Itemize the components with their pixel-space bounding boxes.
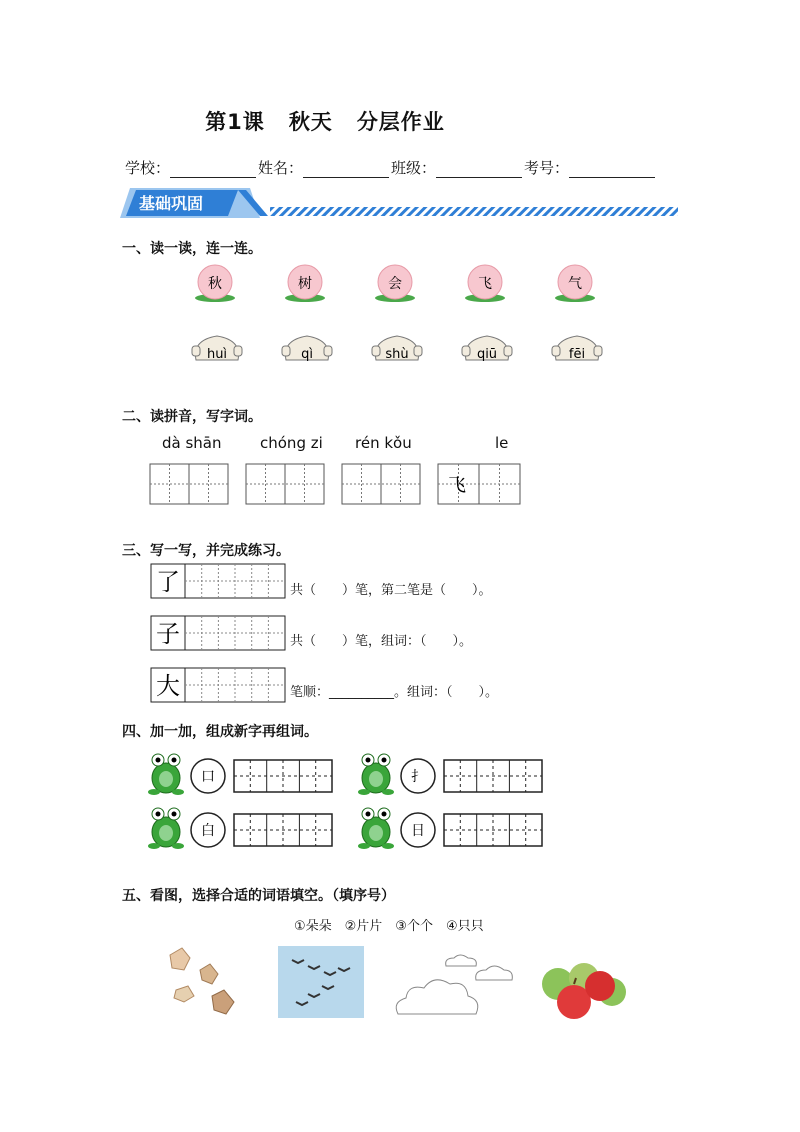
question-1-title: 一、读一读，连一连。: [122, 241, 262, 257]
class-blank[interactable]: [436, 163, 522, 178]
combine-item[interactable]: [358, 808, 542, 849]
part-char: 口: [201, 769, 215, 785]
question-5-title: 五、看图，选择合适的词语填空。（填序号）: [122, 888, 395, 904]
page-title: [0, 106, 650, 136]
peach-item[interactable]: [285, 265, 325, 302]
mushroom-pinyin: shù: [385, 347, 409, 362]
peach-item[interactable]: [465, 265, 505, 302]
frog-icon: [358, 808, 394, 849]
frog-icon: [148, 808, 184, 849]
q5-pictures: [160, 940, 660, 1030]
combine-item[interactable]: [358, 754, 542, 795]
model-char: 子: [156, 620, 180, 648]
geese-picture: [278, 946, 364, 1018]
peach-item[interactable]: [555, 265, 595, 302]
mushroom-item[interactable]: [372, 336, 422, 362]
falling-leaves-picture: [170, 948, 234, 1014]
part-char: 白: [201, 823, 215, 839]
part-char: 日: [411, 823, 425, 839]
model-char: 大: [156, 672, 180, 700]
lesson-topic: 秋天: [288, 110, 333, 134]
q4-combine-area: [148, 748, 548, 858]
exam-number-label: 考号：: [524, 159, 570, 177]
q3-row-2-text: 共（ ）笔，组词：（ ）。: [290, 634, 473, 649]
word-options: ①朵朵 ②片片 ③个个 ④只只: [294, 919, 484, 934]
prefilled-char: 飞: [448, 475, 466, 496]
q3-row-1-text: 共（ ）笔，第二笔是（ ）。: [290, 583, 492, 598]
pinyin-3: rén kǒu: [355, 434, 412, 452]
student-info-line: [125, 157, 657, 178]
writing-grid[interactable]: [342, 464, 420, 504]
q3-stroke-grids: [150, 562, 290, 704]
part-char: 扌: [411, 769, 425, 785]
banner-label: 基础巩固: [139, 194, 204, 213]
mushroom-item[interactable]: [552, 336, 602, 362]
stroke-grid-row[interactable]: [151, 668, 285, 702]
section-banner: [120, 188, 682, 224]
pinyin-4: le: [495, 434, 509, 452]
mushroom-row: [192, 336, 602, 362]
clouds-picture: [396, 955, 512, 1014]
combine-item[interactable]: [148, 754, 332, 795]
mushroom-pinyin: fēi: [568, 347, 586, 362]
lesson-work: 分层作业: [356, 110, 445, 134]
q3-row-3-text: 笔顺：__________。组词：（ ）。: [290, 685, 499, 700]
stroke-grid-row[interactable]: [151, 616, 285, 650]
peach-item[interactable]: [195, 265, 235, 302]
stroke-grid-row[interactable]: [151, 564, 285, 598]
peach-char: 气: [568, 276, 582, 292]
exam-number-blank[interactable]: [569, 163, 655, 178]
class-label: 班级：: [391, 159, 437, 177]
writing-grid[interactable]: [438, 464, 520, 504]
frog-icon: [358, 754, 394, 795]
pinyin-1: dà shān: [162, 434, 222, 452]
apples-picture: [542, 963, 626, 1019]
peach-char: 秋: [208, 276, 222, 292]
school-blank[interactable]: [170, 163, 256, 178]
mushroom-pinyin: huì: [206, 347, 228, 362]
question-2-title: 二、读拼音，写字词。: [122, 409, 262, 425]
combine-item[interactable]: [148, 808, 332, 849]
q1-matching-area: [180, 260, 620, 380]
peach-char: 飞: [478, 276, 492, 292]
lesson-number: 第1课: [205, 110, 265, 134]
writing-grid[interactable]: [150, 464, 228, 504]
question-3-title: 三、写一写，并完成练习。: [122, 543, 290, 559]
mushroom-item[interactable]: [192, 336, 242, 362]
question-4-title: 四、加一加，组成新字再组词。: [122, 724, 318, 740]
q2-writing-grids: [148, 462, 522, 506]
frog-icon: [148, 754, 184, 795]
peach-item[interactable]: [375, 265, 415, 302]
mushroom-item[interactable]: [462, 336, 512, 362]
mushroom-pinyin: qiū: [476, 347, 498, 362]
model-char: 了: [156, 568, 180, 596]
peach-char: 会: [388, 276, 402, 292]
name-blank[interactable]: [303, 163, 389, 178]
pinyin-2: chóng zi: [260, 434, 323, 452]
mushroom-pinyin: qì: [301, 347, 313, 362]
writing-grid[interactable]: [246, 464, 324, 504]
name-label: 姓名：: [258, 159, 304, 177]
peach-char: 树: [298, 276, 312, 292]
peach-row: [195, 265, 595, 302]
school-label: 学校：: [125, 159, 171, 177]
mushroom-item[interactable]: [282, 336, 332, 362]
